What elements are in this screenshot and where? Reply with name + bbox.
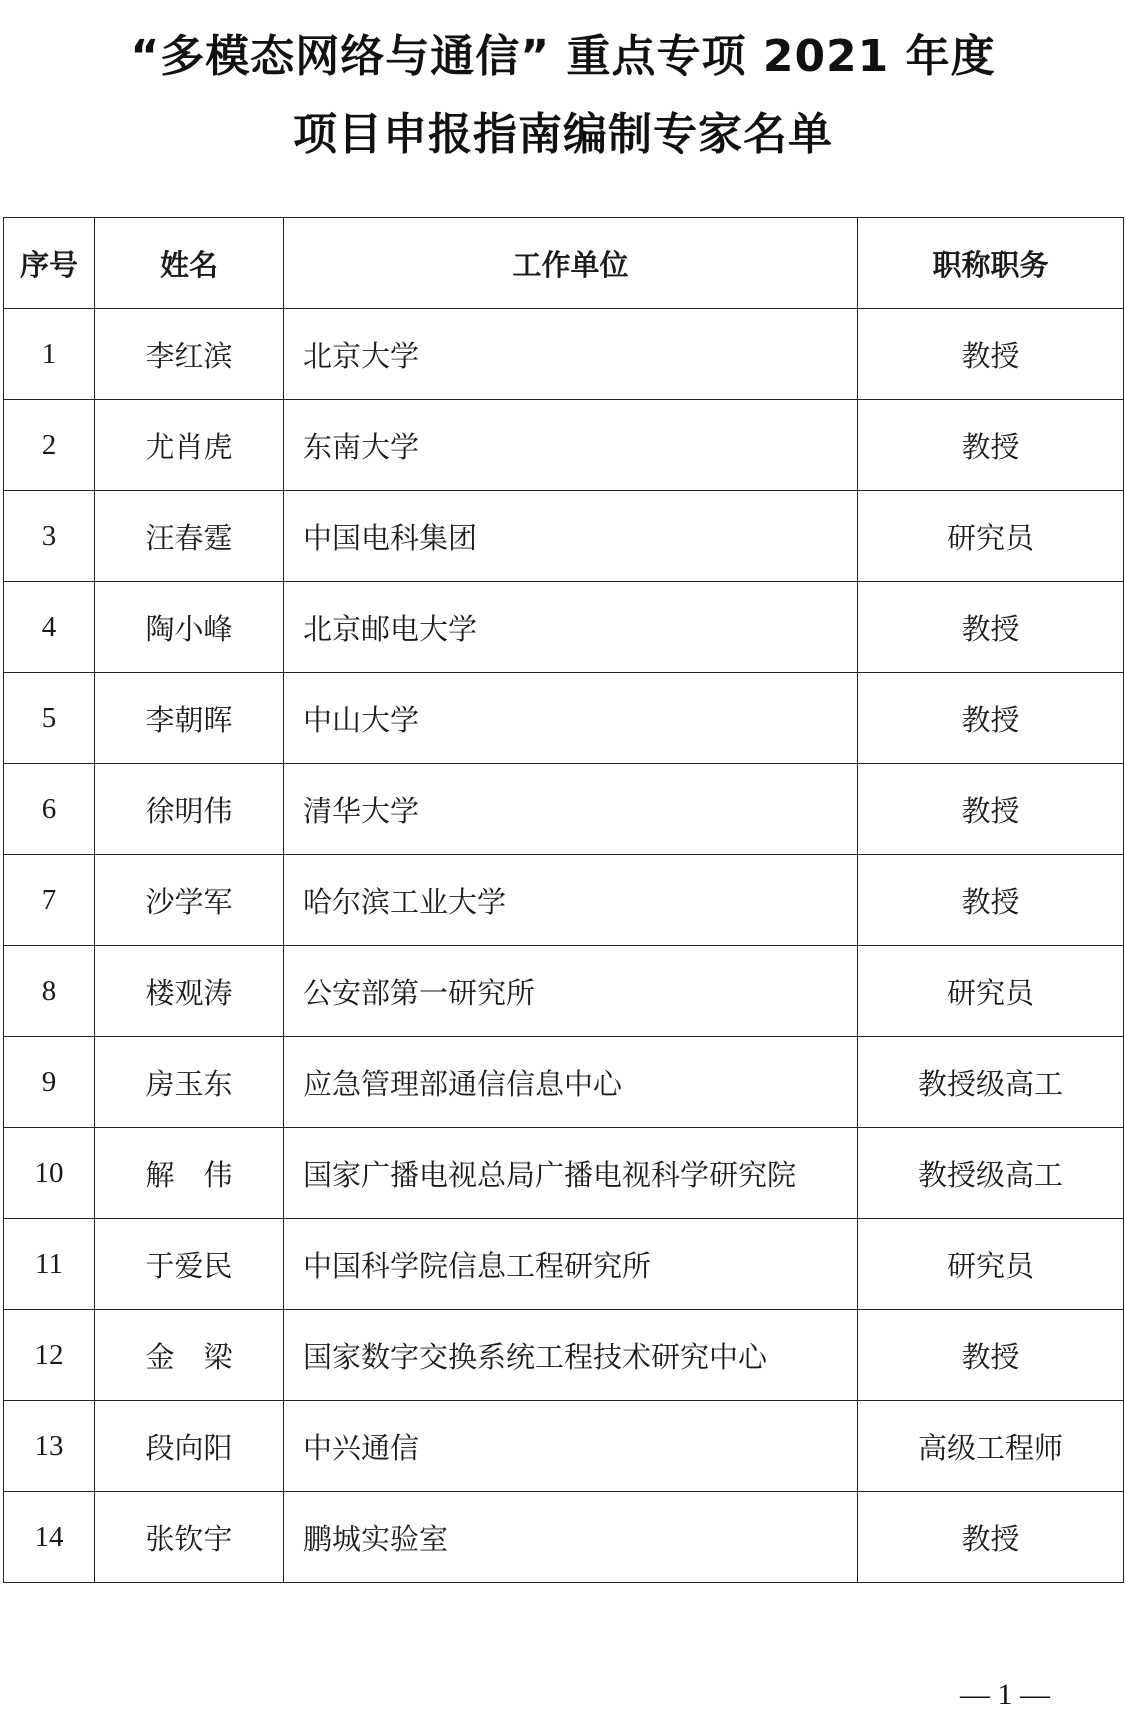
- cell-job-title: 研究员: [858, 946, 1124, 1037]
- cell-organization: 中兴通信: [284, 1401, 858, 1492]
- cell-serial-number: 12: [4, 1310, 95, 1401]
- cell-job-title: 教授: [858, 582, 1124, 673]
- cell-name: 房玉东: [95, 1037, 284, 1128]
- table-row: [4, 1219, 1124, 1310]
- table-row: [4, 855, 1124, 946]
- table-row: [4, 1037, 1124, 1128]
- cell-name: 李红滨: [95, 309, 284, 400]
- page-number: — 1 —: [960, 1678, 1050, 1711]
- cell-serial-number: 11: [4, 1219, 95, 1310]
- cell-job-title: 教授: [858, 764, 1124, 855]
- cell-name: 沙学军: [95, 855, 284, 946]
- cell-serial-number: 3: [4, 491, 95, 582]
- table-row: [4, 309, 1124, 400]
- cell-serial-number: 8: [4, 946, 95, 1037]
- table-header-row: [4, 218, 1124, 309]
- cell-organization: 中山大学: [284, 673, 858, 764]
- cell-job-title: 教授: [858, 400, 1124, 491]
- table-row: [4, 1401, 1124, 1492]
- cell-organization: 中国电科集团: [284, 491, 858, 582]
- cell-serial-number: 4: [4, 582, 95, 673]
- expert-table: [3, 217, 1124, 1583]
- cell-organization: 鹏城实验室: [284, 1492, 858, 1583]
- header-serial-number: 序号: [4, 218, 95, 309]
- cell-name: 解 伟: [95, 1128, 284, 1219]
- document-title-line-1: “多模态网络与通信” 重点专项 2021 年度: [130, 31, 996, 82]
- cell-name: 尤肖虎: [95, 400, 284, 491]
- cell-organization: 东南大学: [284, 400, 858, 491]
- cell-name: 段向阳: [95, 1401, 284, 1492]
- cell-job-title: 研究员: [858, 1219, 1124, 1310]
- cell-serial-number: 1: [4, 309, 95, 400]
- cell-name: 于爱民: [95, 1219, 284, 1310]
- cell-job-title: 教授: [858, 1310, 1124, 1401]
- cell-job-title: 高级工程师: [858, 1401, 1124, 1492]
- cell-name: 汪春霆: [95, 491, 284, 582]
- cell-name: 陶小峰: [95, 582, 284, 673]
- table-row: [4, 764, 1124, 855]
- cell-name: 楼观涛: [95, 946, 284, 1037]
- header-name: 姓名: [95, 218, 284, 309]
- header-organization: 工作单位: [284, 218, 858, 309]
- cell-job-title: 教授级高工: [858, 1128, 1124, 1219]
- table-row: [4, 582, 1124, 673]
- cell-job-title: 教授: [858, 309, 1124, 400]
- table-row: [4, 400, 1124, 491]
- cell-organization: 哈尔滨工业大学: [284, 855, 858, 946]
- cell-organization: 国家广播电视总局广播电视科学研究院: [284, 1128, 858, 1219]
- cell-organization: 公安部第一研究所: [284, 946, 858, 1037]
- cell-organization: 应急管理部通信信息中心: [284, 1037, 858, 1128]
- cell-serial-number: 13: [4, 1401, 95, 1492]
- table-row: [4, 1128, 1124, 1219]
- table-row: [4, 946, 1124, 1037]
- cell-job-title: 教授: [858, 1492, 1124, 1583]
- cell-name: 徐明伟: [95, 764, 284, 855]
- cell-organization: 中国科学院信息工程研究所: [284, 1219, 858, 1310]
- cell-serial-number: 6: [4, 764, 95, 855]
- table-row: [4, 491, 1124, 582]
- cell-job-title: 教授: [858, 855, 1124, 946]
- cell-name: 李朝晖: [95, 673, 284, 764]
- cell-job-title: 教授级高工: [858, 1037, 1124, 1128]
- cell-job-title: 研究员: [858, 491, 1124, 582]
- cell-name: 张钦宇: [95, 1492, 284, 1583]
- cell-job-title: 教授: [858, 673, 1124, 764]
- table-row: [4, 673, 1124, 764]
- table-row: [4, 1492, 1124, 1583]
- cell-serial-number: 10: [4, 1128, 95, 1219]
- cell-serial-number: 2: [4, 400, 95, 491]
- cell-serial-number: 5: [4, 673, 95, 764]
- cell-serial-number: 7: [4, 855, 95, 946]
- cell-organization: 北京邮电大学: [284, 582, 858, 673]
- cell-organization: 北京大学: [284, 309, 858, 400]
- cell-serial-number: 9: [4, 1037, 95, 1128]
- cell-serial-number: 14: [4, 1492, 95, 1583]
- cell-organization: 国家数字交换系统工程技术研究中心: [284, 1310, 858, 1401]
- cell-name: 金 梁: [95, 1310, 284, 1401]
- header-job-title: 职称职务: [858, 218, 1124, 309]
- table-row: [4, 1310, 1124, 1401]
- document-title-line-2: 项目申报指南编制专家名单: [293, 109, 833, 160]
- cell-organization: 清华大学: [284, 764, 858, 855]
